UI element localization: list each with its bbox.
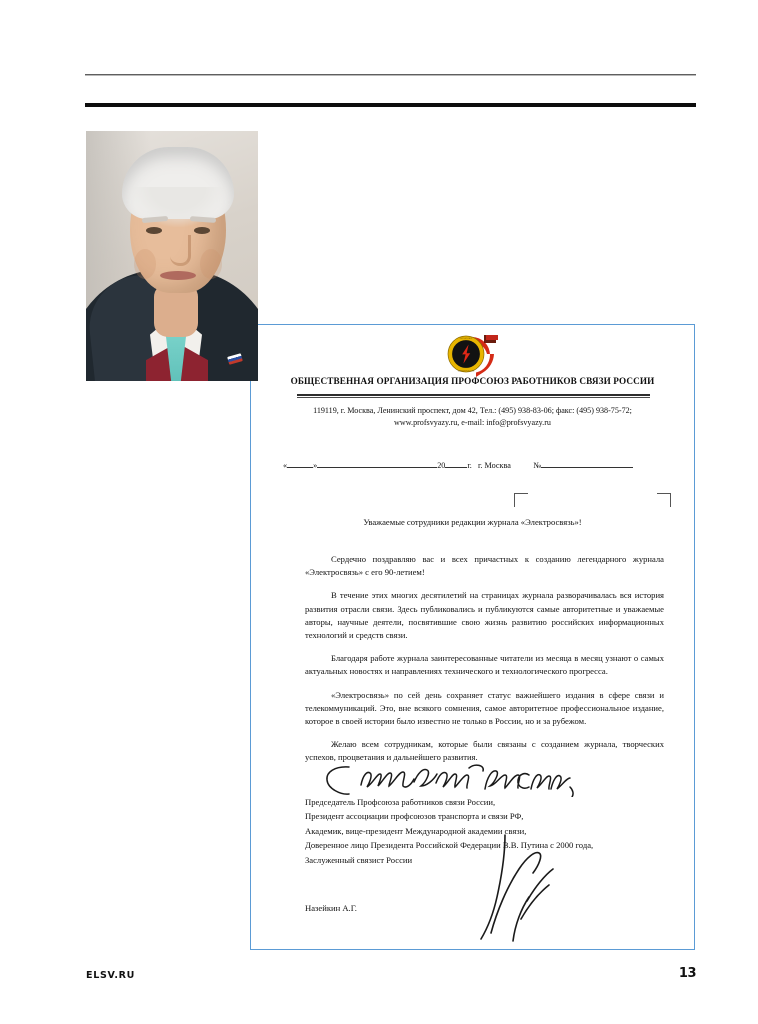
date-quote-open: « (283, 461, 288, 470)
letterhead-contact-line-2: www.profsvyazy.ru, e-mail: info@profsvyazy.ru (394, 417, 551, 427)
letterhead-organization-title: ОБЩЕСТВЕННАЯ ОРГАНИЗАЦИЯ ПРОФСОЮЗ РАБОТНИКОВ СВЯЗИ РОССИИ (290, 376, 655, 386)
letter-paragraph: В течение этих многих десятилетий на страницах журнала разворачивалась вся история развития отрасли связи. Здесь публиковались и публикуются самые авторитетные и уважаемые авторы, научные деятели, посвятившие свою жизнь развитию российских информационных технологий и средств связи. (305, 590, 664, 641)
signature-title-line: Доверенное лицо Президента Российской Федерации В.В. Путина с 2000 года, (305, 840, 594, 851)
signature-title-line: Председатель Профсоюза работников связи России, (305, 797, 496, 807)
header-rule-thick (85, 103, 696, 107)
header-rule-thin (85, 74, 696, 76)
addressee-bracket-left (514, 493, 528, 507)
svg-text:СВЯЗИ РОССИИ: СВЯЗИ РОССИИ (457, 370, 474, 373)
footer-page-number: 13 (678, 966, 696, 981)
portrait-nose (170, 235, 191, 266)
signature-block (305, 773, 674, 867)
letter-paragraph: Желаю всем сотрудникам, которые были связаны с созданием журнала, творческих успехов, процветания и дальнейшего развития. (305, 739, 664, 763)
letterhead-divider (297, 394, 650, 398)
letterhead-contact-block (277, 405, 668, 428)
portrait-cheek-left (134, 249, 156, 279)
letter-sheet (250, 324, 695, 950)
addressee-bracket-right (657, 493, 671, 507)
signature-title-line: Президент ассоциации профсоюзов транспорта и связи РФ, (305, 811, 524, 822)
date-year-suffix: г. (467, 461, 472, 470)
signature-title-line: Заслуженный связист России (305, 854, 413, 865)
profsvyaz-emblem-icon (436, 331, 510, 379)
date-city: г. Москва (478, 461, 511, 470)
portrait-photo (86, 131, 258, 381)
letterhead-contact-line-1: 119119, г. Москва, Ленинский проспект, дом 42, Тел.: (495) 938-83-06; факс: (495) 938-75-72; (313, 406, 632, 415)
signature-titles (305, 795, 674, 867)
date-year-prefix: 20 (437, 461, 446, 470)
date-day-field[interactable] (287, 467, 313, 468)
reference-number-field[interactable] (541, 467, 633, 468)
footer-brand: ELSV.RU (86, 970, 136, 981)
addressee-placeholder (514, 493, 671, 510)
reference-number-symbol: № (533, 461, 542, 470)
date-year-field[interactable] (445, 467, 467, 468)
portrait-eye-right (194, 227, 210, 234)
date-month-field[interactable] (317, 467, 437, 468)
svg-text:ПРОФСОЮЗ: ПРОФСОЮЗ (459, 338, 472, 341)
letter-paragraph: Сердечно поздравляю вас и всех причастных к созданию легендарного журнала «Электросвязь» с его 90-летием! (305, 554, 664, 578)
portrait-cheek-right (200, 249, 222, 279)
letter-paragraph: «Электросвязь» по сей день сохраняет статус важнейшего издания в сфере связи и телекоммуникаций. Это, вне всякого сомнения, самое авторитетное профессиональное издание, которое в своей истории было известно не только в России, но и за рубежом. (305, 689, 664, 727)
letter-body (305, 553, 664, 775)
signature-title-line: Академик, вице-президент Международной академии связи, (305, 825, 527, 836)
letter-greeting: Уважаемые сотрудники редакции журнала «Электросвязь»! (363, 517, 582, 527)
letterhead-dateline (283, 461, 674, 470)
portrait-hair (122, 147, 234, 219)
portrait-mouth (160, 271, 196, 280)
date-quote-close: » (313, 461, 318, 470)
signer-name: Назейкин А.Г. (305, 903, 357, 913)
portrait-eye-left (146, 227, 162, 234)
letter-paragraph: Благодаря работе журнала заинтересованные читатели из месяца в месяц узнают о самых актуальных новостях и направлениях технического и технологического прогресса. (305, 653, 664, 677)
